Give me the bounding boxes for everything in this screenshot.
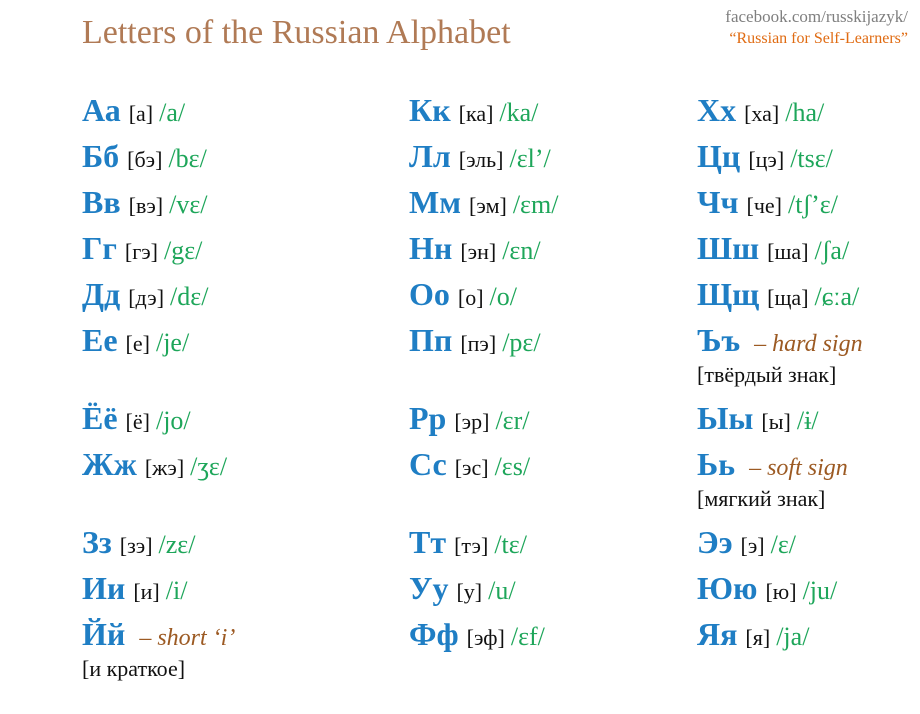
letter-name: [вэ]	[128, 193, 164, 218]
letter-ipa: /a/	[159, 98, 186, 127]
letter-name: [жэ]	[144, 455, 185, 480]
letter-ipa: /je/	[155, 328, 190, 357]
letter-row	[409, 92, 538, 136]
cyrillic-letter: Гг	[82, 230, 117, 266]
cyrillic-letter: Бб	[82, 138, 120, 174]
letter-ipa: /pɛ/	[502, 328, 541, 357]
cyrillic-letter: Цц	[697, 138, 741, 174]
letter-name: [тэ]	[454, 533, 489, 558]
cyrillic-letter: Ии	[82, 570, 126, 606]
cyrillic-letter: Нн	[409, 230, 453, 266]
letter-row	[409, 570, 516, 614]
letter-row	[409, 524, 527, 568]
cyrillic-letter: Ээ	[697, 524, 733, 560]
facebook-link[interactable]: facebook.com/russkijazyk/	[725, 7, 908, 26]
letter-row	[409, 400, 529, 444]
cyrillic-letter: Вв	[82, 184, 121, 220]
credit-tagline: “Russian for Self-Learners”	[729, 30, 908, 47]
letter-name: [и]	[133, 579, 160, 604]
letter-row	[82, 230, 202, 274]
letter-row	[82, 446, 227, 490]
letter-name: [че]	[746, 193, 783, 218]
letter-row	[697, 138, 833, 182]
letter-name: [ша]	[767, 239, 809, 264]
letter-ipa: /ɕːa/	[814, 282, 860, 311]
letter-row	[82, 322, 189, 366]
letter-full-name: [и краткое]	[82, 656, 186, 681]
letter-row	[82, 92, 185, 136]
letter-name: [ы]	[761, 409, 791, 434]
letter-name: [гэ]	[124, 239, 159, 264]
letter-name: [ё]	[125, 409, 150, 434]
cyrillic-letter: Тт	[409, 524, 447, 560]
letter-row	[82, 616, 235, 660]
cyrillic-letter: Юю	[697, 570, 758, 606]
letter-name: [эф]	[466, 625, 505, 650]
letter-name: [эм]	[469, 193, 507, 218]
letter-name: [е]	[125, 331, 150, 356]
letter-ipa: /zɛ/	[158, 530, 196, 559]
letter-row	[409, 230, 541, 274]
letter-ipa: /vɛ/	[169, 190, 208, 219]
letter-row	[697, 524, 796, 568]
cyrillic-letter: Оо	[409, 276, 450, 312]
cyrillic-letter: Шш	[697, 230, 760, 266]
letter-row	[697, 446, 848, 490]
letter-ipa: /tʃ’ɛ/	[788, 190, 838, 219]
letter-ipa: /ɛs/	[494, 452, 531, 481]
letter-ipa: /ɛf/	[510, 622, 545, 651]
letter-name: [ха]	[744, 101, 780, 126]
letter-row	[409, 446, 530, 490]
letter-row	[697, 570, 837, 614]
cyrillic-letter: Ёё	[82, 400, 118, 436]
letter-ipa: /gɛ/	[164, 236, 203, 265]
letter-ipa: /u/	[488, 576, 516, 605]
cyrillic-letter: Ее	[82, 322, 118, 358]
letter-name: [эль]	[458, 147, 504, 172]
letter-row	[409, 138, 551, 182]
cyrillic-letter: Мм	[409, 184, 461, 220]
letter-ipa: /i/	[165, 576, 188, 605]
letter-row	[82, 400, 191, 444]
letter-ipa: /tɛ/	[494, 530, 527, 559]
letter-ipa: /ɛn/	[502, 236, 541, 265]
letter-row	[82, 276, 208, 320]
cyrillic-letter: Ыы	[697, 400, 754, 436]
cyrillic-letter: Йй	[82, 616, 126, 652]
letter-ipa: /ʃa/	[814, 236, 850, 265]
letter-name: [а]	[128, 101, 154, 126]
cyrillic-letter: Аа	[82, 92, 121, 128]
cyrillic-letter: Фф	[409, 616, 459, 652]
letter-ipa: /ɛl’/	[509, 144, 551, 173]
page-title: Letters of the Russian Alphabet	[82, 14, 511, 51]
letter-ipa: /ka/	[499, 98, 539, 127]
cyrillic-letter: Зз	[82, 524, 112, 560]
letter-name: [эр]	[454, 409, 490, 434]
letter-full-name: [твёрдый знак]	[697, 362, 837, 387]
cyrillic-letter: Уу	[409, 570, 449, 606]
letter-name: [э]	[740, 533, 765, 558]
letter-name: [цэ]	[748, 147, 785, 172]
letter-ipa: /ɛ/	[770, 530, 797, 559]
letter-row	[409, 322, 541, 366]
letter-row	[409, 616, 545, 660]
letter-ipa: /tsɛ/	[790, 144, 833, 173]
cyrillic-letter: Щщ	[697, 276, 760, 312]
letter-ipa: /ɛr/	[495, 406, 530, 435]
letter-row	[409, 276, 517, 320]
letter-ipa: /o/	[489, 282, 517, 311]
letter-name: [эс]	[454, 455, 489, 480]
letter-name: [пэ]	[460, 331, 497, 356]
letter-ipa: /dɛ/	[170, 282, 209, 311]
letter-note: – short ‘i’	[139, 625, 236, 651]
letter-row	[697, 230, 849, 274]
letter-row	[82, 138, 207, 182]
letter-ipa: /ha/	[785, 98, 825, 127]
cyrillic-letter: Лл	[409, 138, 451, 174]
letter-row	[697, 184, 838, 228]
letter-note: – hard sign	[754, 331, 863, 357]
cyrillic-letter: Жж	[82, 446, 137, 482]
cyrillic-letter: Чч	[697, 184, 739, 220]
letter-name: [эн]	[460, 239, 497, 264]
letter-row	[409, 184, 558, 228]
cyrillic-letter: Кк	[409, 92, 451, 128]
letter-ipa: /jo/	[155, 406, 191, 435]
cyrillic-letter: Дд	[82, 276, 121, 312]
cyrillic-letter: Ъъ	[697, 322, 741, 358]
letter-ipa: /ɛm/	[512, 190, 559, 219]
letter-name: [ща]	[767, 285, 809, 310]
letter-ipa: /ɨ/	[796, 406, 819, 435]
cyrillic-letter: Сс	[409, 446, 447, 482]
letter-name: [я]	[745, 625, 771, 650]
letter-row	[82, 570, 187, 614]
letter-note: – soft sign	[749, 455, 848, 481]
letter-ipa: /ʒɛ/	[190, 452, 228, 481]
letter-ipa: /ja/	[776, 622, 810, 651]
cyrillic-letter: Ьь	[697, 446, 736, 482]
letter-row	[82, 184, 207, 228]
letter-ipa: /ju/	[802, 576, 838, 605]
cyrillic-letter: Пп	[409, 322, 453, 358]
cyrillic-letter: Яя	[697, 616, 738, 652]
letter-ipa: /bɛ/	[168, 144, 207, 173]
letter-name: [о]	[457, 285, 484, 310]
letter-name: [ю]	[765, 579, 797, 604]
cyrillic-letter: Хх	[697, 92, 737, 128]
letter-name: [бэ]	[127, 147, 163, 172]
letter-name: [ка]	[458, 101, 494, 126]
letter-row	[82, 524, 195, 568]
letter-row	[697, 322, 863, 366]
letter-name: [у]	[456, 579, 483, 604]
cyrillic-letter: Рр	[409, 400, 447, 436]
letter-row	[697, 92, 824, 136]
letter-full-name: [мягкий знак]	[697, 486, 826, 511]
letter-row	[697, 276, 859, 320]
letter-row	[697, 616, 809, 660]
letter-name: [зэ]	[119, 533, 153, 558]
letter-row	[697, 400, 819, 444]
letter-name: [дэ]	[128, 285, 165, 310]
